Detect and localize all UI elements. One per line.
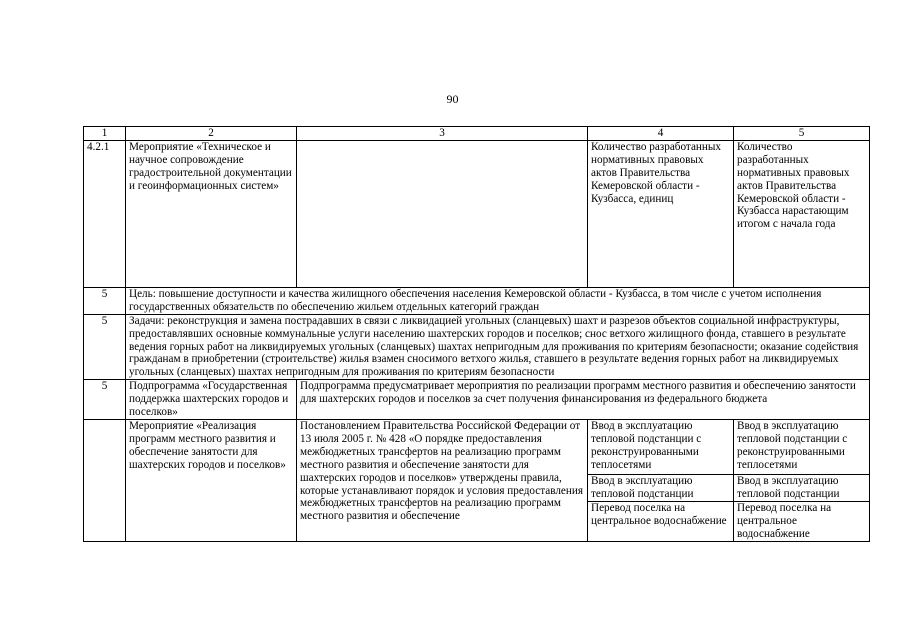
measure-indicators-col5: [734, 419, 870, 541]
measure-row: [84, 419, 870, 541]
header-col-3: 3: [297, 127, 588, 141]
indicator-item: Ввод в эксплуатацию тепловой подстанции: [734, 475, 869, 503]
goal-text: Цель: повышение доступности и качества жилищного обеспечения населения Кемеровской области - Кузбасса, в том числе с учетом исполнения государственных обязательств по обеспечению жильем отдельных категорий граждан: [126, 287, 870, 314]
subprogram-row: [84, 380, 870, 420]
header-row: [84, 127, 870, 141]
indicator-item: Ввод в эксплуатацию тепловой подстанции с реконструированными теплосетями: [588, 420, 733, 475]
event-name: Мероприятие «Техническое и научное сопровождение градостроительной документации и геоинформационных систем»: [126, 140, 297, 287]
indicator-calculation: Количество разработанных нормативных правовых актов Правительства Кемеровской области - Кузбасса нарастающим итогом с начала года: [734, 140, 870, 287]
measure-basis: Постановлением Правительства Российской Федерации от 13 июля 2005 г. № 428 «О порядке предоставления межбюджетных трансфертов на реализацию программ местного развития и обеспечение занятости для шахтерских городов и поселков» утверждены правила, которые устанавливают порядок и условия предоставления межбюджетных трансфертов на реализацию программ местного развития и обеспечение: [297, 419, 588, 541]
page-number: 90: [446, 92, 459, 106]
row-number: [84, 419, 126, 541]
indicator-item: Ввод в эксплуатацию тепловой подстанции с реконструированными теплосетями: [734, 420, 869, 475]
indicator-item: Ввод в эксплуатацию тепловой подстанции: [588, 475, 733, 503]
program-table: [83, 126, 870, 542]
indicator-item: Перевод поселка на центральное водоснабжение: [737, 502, 832, 541]
row-number: 4.2.1: [84, 140, 126, 287]
header-col-5: 5: [734, 127, 870, 141]
row-number: 5: [84, 314, 126, 380]
measure-name: Мероприятие «Реализация программ местного развития и обеспечение занятости для шахтерских городов и поселков»: [126, 419, 297, 541]
measure-indicators-col4: [588, 419, 734, 541]
subprogram-name: Подпрограмма «Государственная поддержка шахтерских городов и поселков»: [126, 380, 297, 420]
indicator-item: Перевод поселка на центральное водоснабжение: [591, 502, 727, 528]
row-number: 5: [84, 380, 126, 420]
table-row-4-2-1: [84, 140, 870, 287]
header-col-4: 4: [588, 127, 734, 141]
goal-row: [84, 287, 870, 314]
row-number: 5: [84, 287, 126, 314]
tasks-row: [84, 314, 870, 380]
subprogram-description: Подпрограмма предусматривает мероприятия по реализации программ местного развития и обеспечению занятости для шахтерских городов и поселков за счет получения финансирования из федерального бюджета: [297, 380, 870, 420]
header-col-2: 2: [126, 127, 297, 141]
indicator-name: Количество разработанных нормативных правовых актов Правительства Кемеровской области - Кузбасса, единиц: [588, 140, 734, 287]
event-basis: [297, 140, 588, 287]
tasks-text: Задачи: реконструкция и замена пострадавших в связи с ликвидацией угольных (сланцевых) шахт и разрезов объектов социальной инфраструктуры, предоставлявших основные коммунальные услуги населению шахтерских городов и поселков; снос ветхого жилищного фонда, ставшего в результате ведения горных работ на ликвидируемых угольных (сланцевых) шахтах непригодным для проживания по критериям безопасности; оказание содействия гражданам в приобретении (строительстве) жилья взамен сносимого ветхого жилья, ставшего в результате ведения горных работ на ликвидируемых угольных (сланцевых) шахтах непригодным для проживания по критериям безопасности: [126, 314, 870, 380]
header-col-1: 1: [84, 127, 126, 141]
